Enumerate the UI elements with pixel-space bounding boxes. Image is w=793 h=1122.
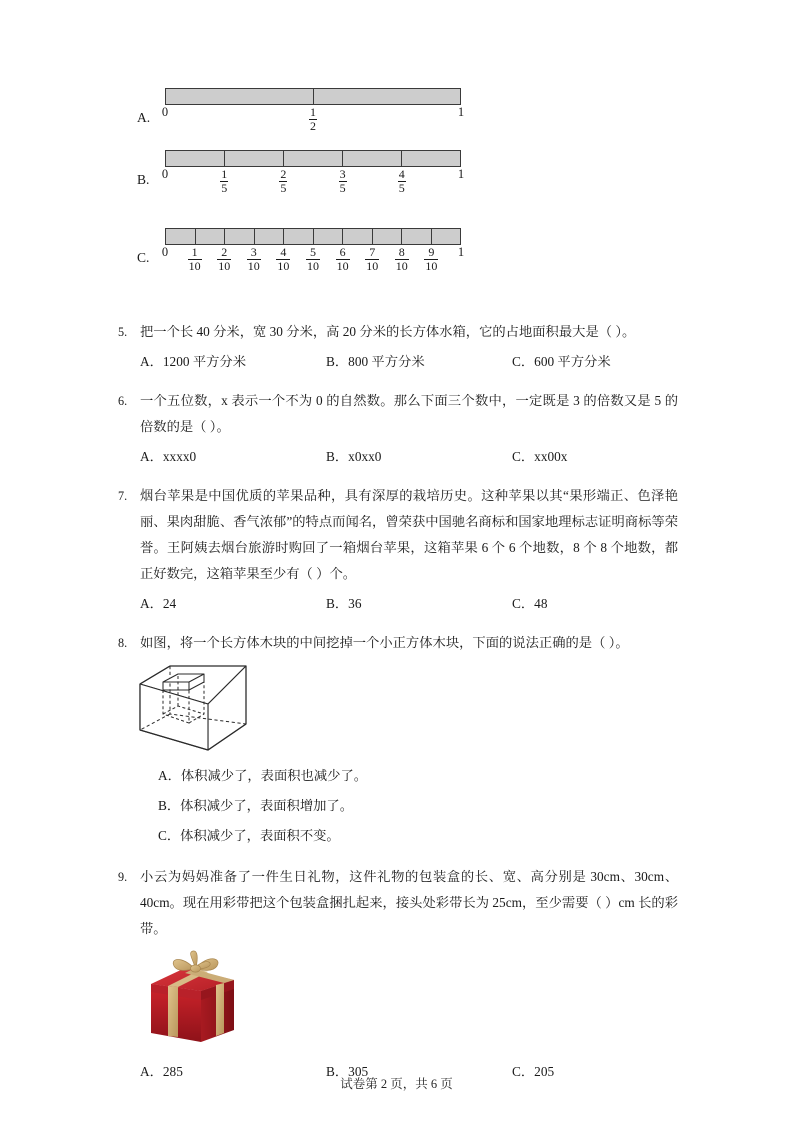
ribbon-side-vertical [216, 983, 224, 1036]
bar-segment [166, 229, 196, 244]
fraction-numerator: 6 [339, 245, 346, 259]
question-9-number: 9. [118, 870, 128, 884]
ribbon-front-vertical [168, 986, 178, 1037]
question-8-number: 8. [118, 636, 128, 650]
question-6-options [118, 444, 678, 470]
fraction-numerator: 1 [221, 167, 228, 181]
question-6-option-c[interactable]: C．xx00x [512, 449, 568, 464]
page-content [118, 88, 678, 1085]
number-line-options [118, 88, 678, 306]
option-a-ticks [161, 105, 465, 145]
tick-label [247, 246, 261, 274]
fraction [395, 246, 409, 274]
red-gift-box-figure [118, 950, 678, 1055]
tick-label [339, 168, 347, 196]
fraction-denominator: 10 [218, 259, 231, 274]
number-line-option-c[interactable] [118, 228, 678, 306]
question-8-option-b[interactable]: B．体积减少了，表面积增加了。 [158, 798, 354, 813]
bar-segment [284, 151, 343, 166]
fraction-denominator: 10 [188, 259, 201, 274]
fraction-numerator: 7 [369, 245, 376, 259]
bar-segment [284, 229, 314, 244]
question-7-option-a[interactable]: A．24 [140, 596, 177, 611]
page-footer: 试卷第 2 页，共 6 页 [340, 1077, 453, 1091]
question-7-number: 7. [118, 489, 128, 503]
number-line-option-a[interactable] [118, 88, 678, 150]
fraction-denominator: 10 [366, 259, 379, 274]
option-a-bar-wrap [161, 88, 465, 145]
question-5-option-b[interactable]: B．800 平方分米 [326, 354, 425, 369]
question-8 [118, 630, 678, 656]
tick-label [217, 246, 231, 274]
gift-box-image [138, 950, 248, 1050]
bar-segment [166, 89, 314, 104]
fraction-denominator: 5 [280, 181, 287, 196]
bar-segment [373, 229, 403, 244]
fraction [217, 246, 231, 274]
bar-segment [343, 151, 402, 166]
fraction [279, 168, 287, 196]
fraction [309, 106, 317, 134]
fraction-numerator: 4 [398, 167, 405, 181]
option-c-bar [165, 228, 461, 245]
fraction-denominator: 10 [395, 259, 408, 274]
fraction-denominator: 5 [398, 181, 405, 196]
tick-label [188, 246, 202, 274]
fraction-denominator: 2 [310, 119, 316, 134]
fraction [220, 168, 228, 196]
question-6-text: 一个五位数，x 表示一个不为 0 的自然数。那么下面三个数中，一定既是 3 的倍数又是 5 的倍数的是（ ）。 [140, 393, 678, 434]
question-5-option-a[interactable]: A．1200 平方分米 [140, 354, 247, 369]
bar-segment [402, 229, 432, 244]
bar-segment [314, 89, 461, 104]
fraction-denominator: 10 [307, 259, 319, 274]
fraction-numerator: 3 [250, 245, 257, 259]
question-9-option-b[interactable]: B．305 [326, 1064, 369, 1079]
ribbon-bow [173, 951, 218, 972]
question-5 [118, 319, 678, 345]
bar-segment [166, 151, 225, 166]
fraction-denominator: 10 [425, 259, 438, 274]
tick-label [365, 246, 379, 274]
tick-label [306, 246, 320, 274]
tick-label [398, 168, 406, 196]
fraction-numerator: 5 [310, 245, 316, 259]
cuboid-with-cut-cube-figure [118, 662, 678, 759]
question-5-options [118, 349, 678, 375]
question-7-option-c[interactable]: C．48 [512, 596, 548, 611]
fraction [398, 168, 406, 196]
fraction-numerator: 8 [398, 245, 405, 259]
fraction-numerator: 3 [339, 167, 346, 181]
fraction-numerator: 9 [428, 245, 435, 259]
option-a-label: A. [137, 110, 151, 125]
bar-segment [402, 151, 460, 166]
question-9 [118, 864, 678, 942]
question-5-text: 把一个长 40 分米，宽 30 分米，高 20 分米的长方体水箱，它的占地面积最大是（ ）。 [140, 324, 636, 339]
tick-label: 0 [161, 167, 169, 181]
tick-label [279, 168, 287, 196]
question-5-option-c[interactable]: C．600 平方分米 [512, 354, 611, 369]
question-8-text: 如图，将一个长方体木块的中间挖掉一个小正方体木块，下面的说法正确的是（ ）。 [140, 635, 629, 650]
fraction-numerator: 1 [310, 105, 316, 119]
question-6 [118, 388, 678, 440]
tick-label: 0 [161, 245, 169, 259]
tick-label: 0 [161, 105, 169, 119]
option-c-label: C. [137, 250, 150, 265]
question-7 [118, 483, 678, 587]
tick-label [395, 246, 409, 274]
question-7-options [118, 591, 678, 617]
fraction [365, 246, 379, 274]
tick-label [309, 106, 317, 134]
bar-segment [432, 229, 461, 244]
option-c-bar-wrap [161, 228, 465, 285]
option-a-bar [165, 88, 461, 105]
question-9-option-c[interactable]: C．205 [512, 1064, 555, 1079]
bar-segment [196, 229, 226, 244]
question-5-number: 5. [118, 325, 128, 339]
tick-label: 1 [457, 105, 465, 119]
question-7-text: 烟台苹果是中国优质的苹果品种，具有深厚的栽培历史。这种苹果以其“果形端正、色泽艳丽、果肉甜脆、香气浓郁”的特点而闻名，曾荣获中国驰名商标和国家地理标志证明商标等荣誉。王阿姨去烟台旅游时购回了一箱烟台苹果，这箱苹果 6 个 6 个地数，8 个 8 个地数，都正好数完，这箱苹果至少有（ ）个。 [140, 488, 678, 581]
question-6-option-a[interactable]: A．xxxx0 [140, 449, 197, 464]
question-9-option-a[interactable]: A．285 [140, 1064, 183, 1079]
fraction [424, 246, 438, 274]
tick-label [220, 168, 228, 196]
question-9-text: 小云为妈妈准备了一件生日礼物，这件礼物的包装盒的长、宽、高分别是 30cm、30cm、40cm。现在用彩带把这个包装盒捆扎起来，接头处彩带长为 25cm，至少需要（ ）cm 长的彩带。 [140, 869, 678, 936]
fraction [247, 246, 261, 274]
fraction-denominator: 5 [339, 181, 346, 196]
fraction-denominator: 10 [247, 259, 260, 274]
fraction-denominator: 10 [277, 259, 290, 274]
question-6-number: 6. [118, 394, 128, 408]
tick-label [276, 246, 290, 274]
tick-label: 1 [457, 167, 465, 181]
fraction [336, 246, 350, 274]
option-b-label: B. [137, 172, 150, 187]
bar-segment [314, 229, 344, 244]
bar-segment [225, 151, 284, 166]
fraction-numerator: 4 [280, 245, 287, 259]
option-b-bar [165, 150, 461, 167]
fraction [339, 168, 347, 196]
question-7-option-b[interactable]: B．36 [326, 596, 362, 611]
option-b-bar-wrap [161, 150, 465, 207]
option-b-ticks [161, 167, 465, 207]
tick-label [336, 246, 350, 274]
option-c-ticks [161, 245, 465, 285]
fraction-denominator: 10 [336, 259, 349, 274]
fraction-numerator: 1 [191, 245, 198, 259]
question-6-option-b[interactable]: B．x0xx0 [326, 449, 382, 464]
question-8-option-c[interactable]: C．体积减少了，表面积不变。 [158, 828, 340, 843]
question-8-option-a[interactable]: A．体积减少了，表面积也减少了。 [158, 768, 368, 783]
tick-label: 1 [457, 245, 465, 259]
fraction [188, 246, 202, 274]
fraction [276, 246, 290, 274]
bar-segment [255, 229, 285, 244]
fraction-denominator: 5 [221, 181, 228, 196]
tick-label [424, 246, 438, 274]
number-line-option-b[interactable] [118, 150, 678, 228]
fraction [306, 246, 320, 274]
cuboid-diagram-svg [136, 662, 266, 754]
bar-segment [343, 229, 373, 244]
fraction-numerator: 2 [280, 167, 287, 181]
bar-segment [225, 229, 255, 244]
fraction-numerator: 2 [221, 245, 228, 259]
